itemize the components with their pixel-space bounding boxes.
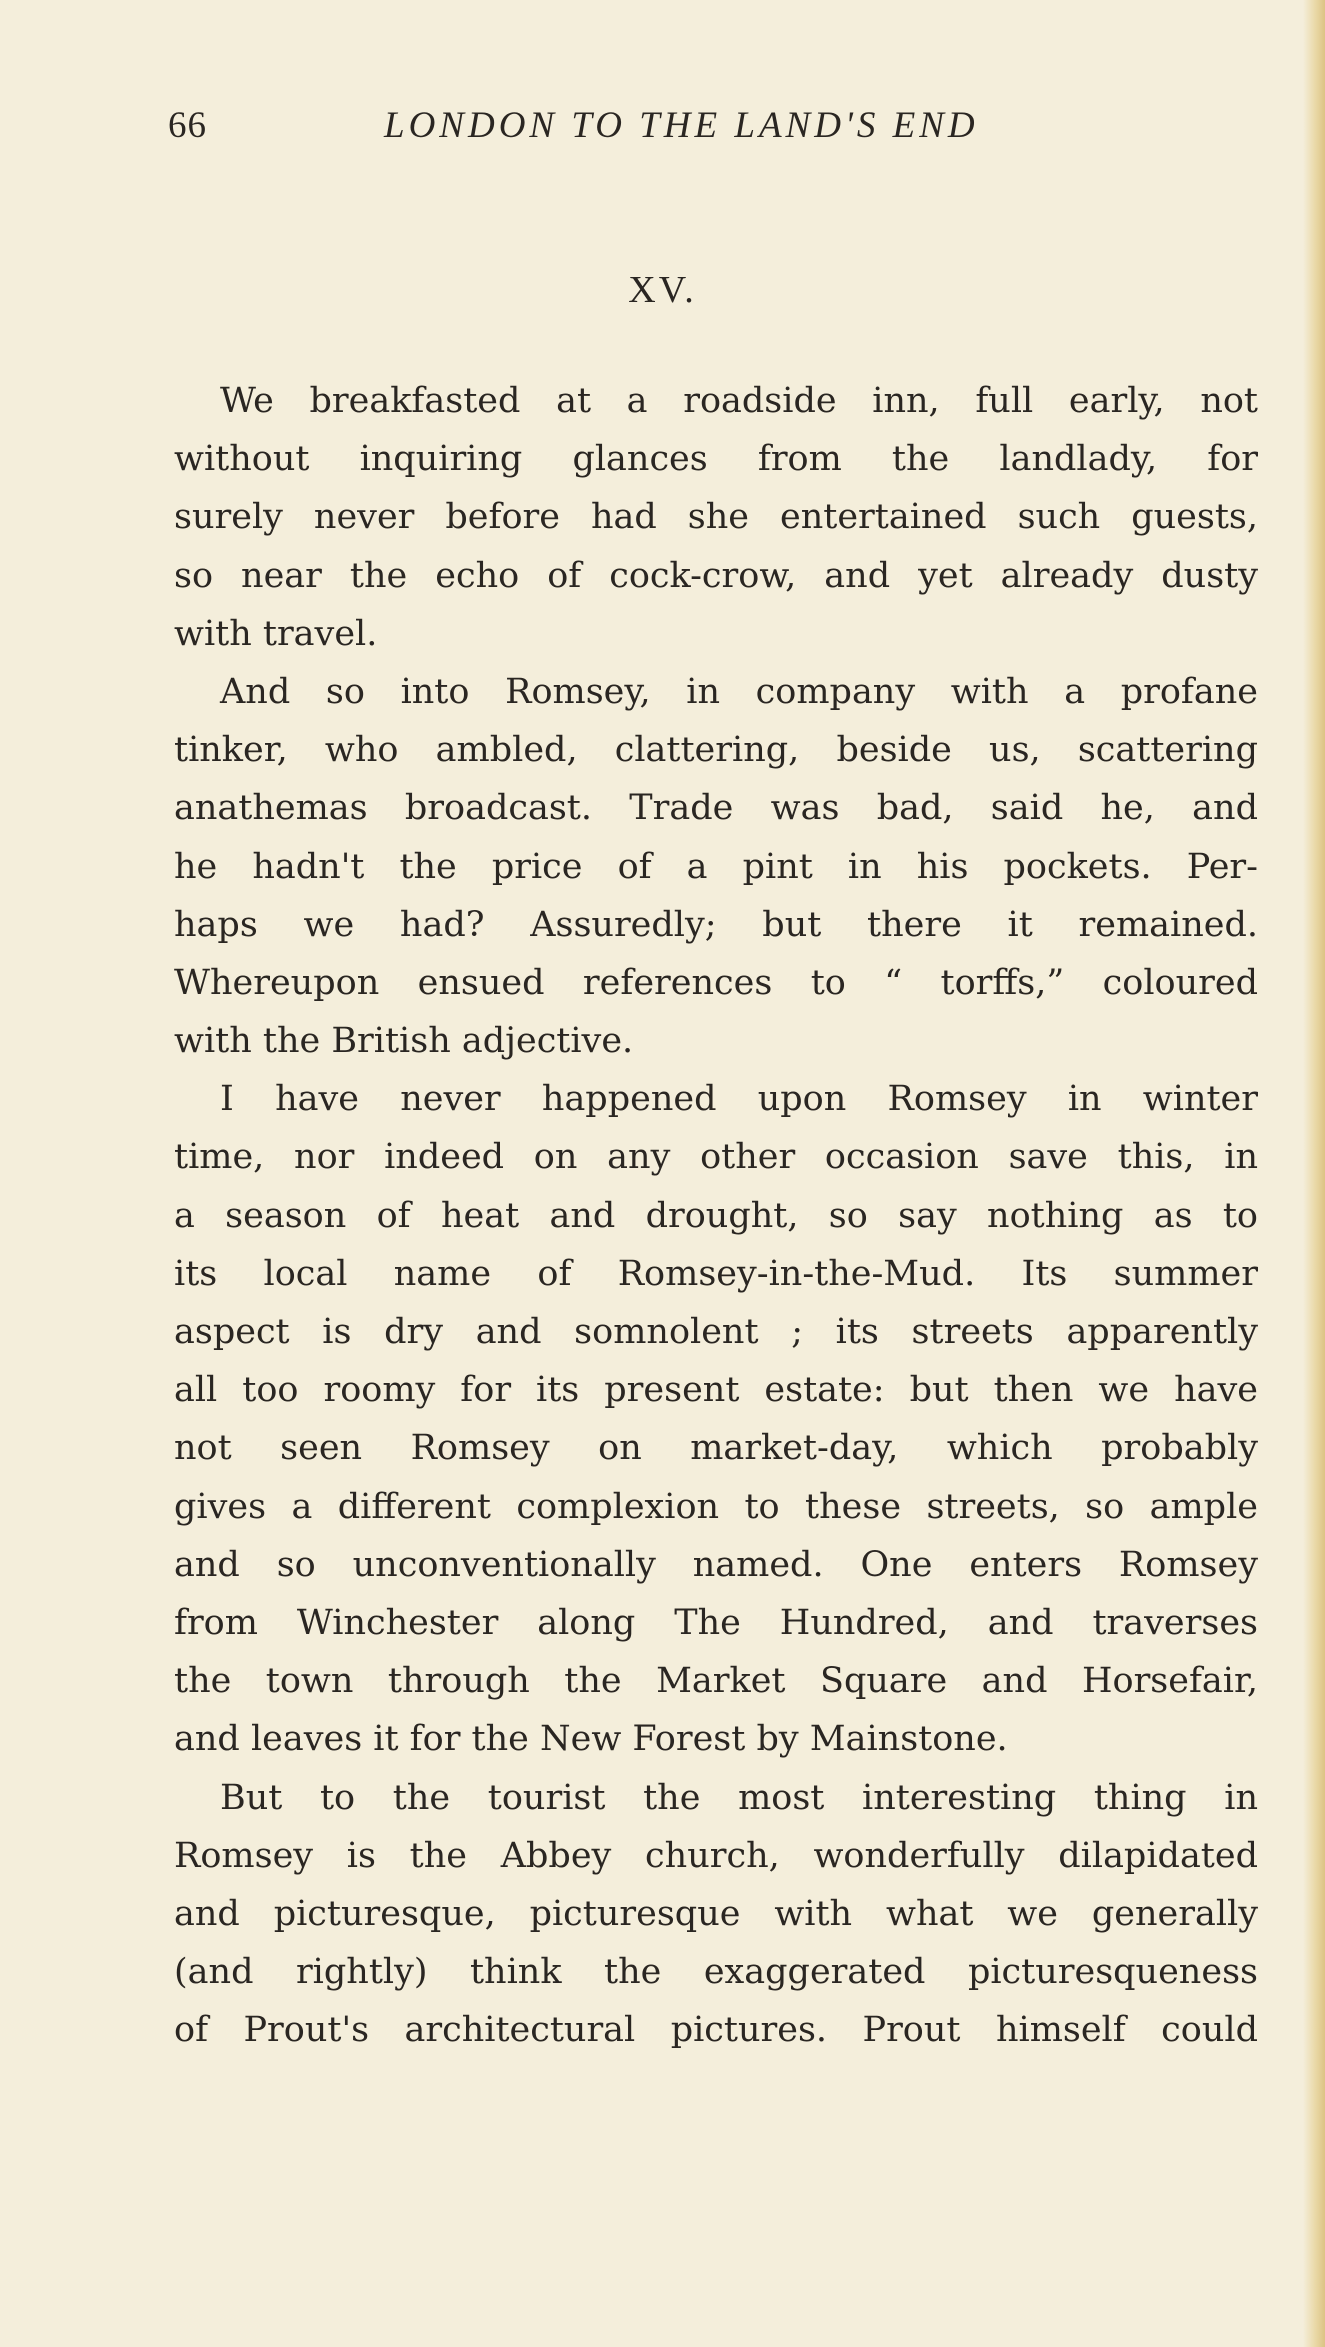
text-line: And so into Romsey, in company with a profane — [220, 671, 1258, 712]
page-edge — [1303, 0, 1325, 2347]
text-line: and leaves it for the New Forest by Mainstone. — [174, 1719, 1008, 1760]
text-line: from Winchester along The Hundred, and traverses — [174, 1602, 1258, 1643]
text-line: with travel. — [174, 613, 378, 654]
text-line: so near the echo of cock-crow, and yet already dusty — [174, 555, 1258, 596]
page-number: 66 — [168, 105, 207, 146]
text-line: a season of heat and drought, so say nothing as to — [174, 1195, 1258, 1236]
text-line: and picturesque, picturesque with what we generally — [174, 1893, 1258, 1934]
text-line: tinker, who ambled, clattering, beside us, scattering — [174, 730, 1258, 771]
text-line: and so unconventionally named. One enters Romsey — [174, 1544, 1258, 1585]
text-line: not seen Romsey on market-day, which probably — [174, 1428, 1258, 1469]
chapter-number: XV. — [628, 269, 697, 311]
paragraph-abbey — [174, 1769, 1258, 2060]
text-line: surely never before had she entertained such guests, — [174, 497, 1258, 538]
text-line: But to the tourist the most interesting thing in — [220, 1777, 1258, 1818]
text-line: of Prout's architectural pictures. Prout himself could — [174, 2010, 1258, 2051]
text-line: (and rightly) think the exaggerated picturesqueness — [174, 1952, 1258, 1993]
paragraph-romsey — [174, 1070, 1258, 1768]
text-line: the town through the Market Square and Horsefair, — [174, 1661, 1258, 1702]
text-line: he hadn't the price of a pint in his pockets. Per- — [174, 846, 1258, 887]
running-head — [168, 104, 1258, 154]
book-title: LONDON TO THE LAND'S END — [384, 105, 979, 146]
text-line: all too roomy for its present estate: but then we have — [174, 1370, 1258, 1411]
paragraph-breakfast — [174, 372, 1258, 663]
text-line: Romsey is the Abbey church, wonderfully dilapidated — [174, 1835, 1258, 1876]
text-line: We breakfasted at a roadside inn, full early, not — [220, 381, 1258, 421]
text-line: Whereupon ensued references to “ torffs,” coloured — [174, 962, 1258, 1003]
text-line: aspect is dry and somnolent ; its streets apparently — [174, 1312, 1258, 1352]
paragraph-tinker — [174, 663, 1258, 1070]
text-line: I have never happened upon Romsey in winter — [220, 1079, 1258, 1120]
text-line: anathemas broadcast. Trade was bad, said he, and — [174, 788, 1258, 829]
text-line: time, nor indeed on any other occasion save this, in — [174, 1137, 1258, 1178]
body-text — [174, 372, 1258, 2059]
text-line: its local name of Romsey-in-the-Mud. Its summer — [174, 1253, 1258, 1294]
text-line: with the British adjective. — [174, 1021, 634, 1062]
text-line: gives a different complexion to these streets, so ample — [174, 1486, 1258, 1527]
text-line: haps we had? Assuredly; but there it remained. — [174, 904, 1258, 945]
text-line: without inquiring glances from the landlady, for — [174, 439, 1258, 480]
